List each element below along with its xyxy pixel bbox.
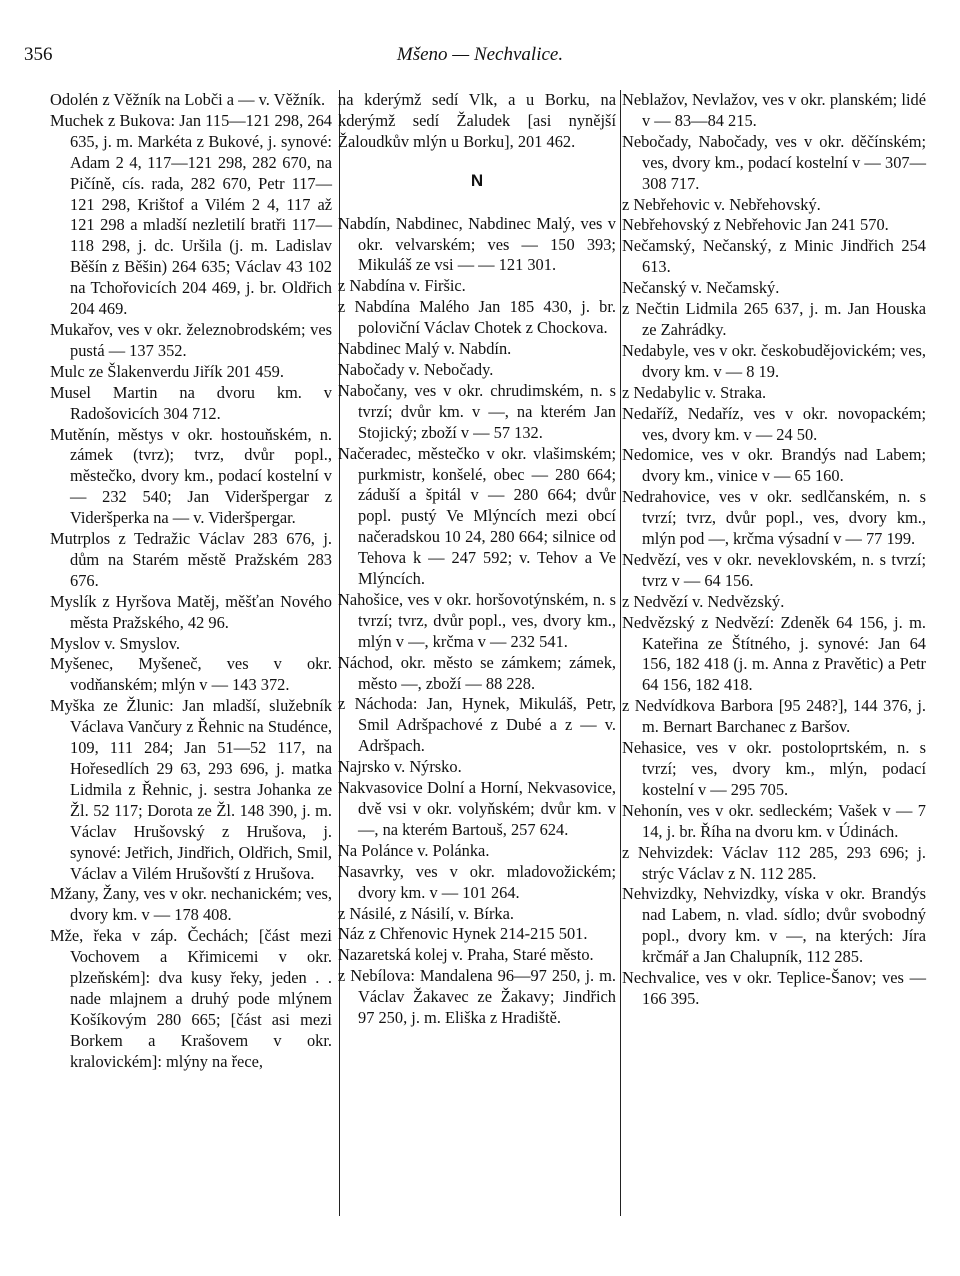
index-entry: Nedomice, ves v okr. Brandýs nad Labem; dvory km., vinice v — 65 160.	[622, 445, 926, 486]
index-entry: Mže, řeka v záp. Čechách; [část mezi Vochovem a Křimicemi v okr. plzeňském]: dva kusy řeky, jeden . . nade mlajnem a druhý pode mlýnem Košíkovým 280 665; [část asi mezi Borkem a Krašovem v okr. kralovickém]: mlýny na řece,	[50, 926, 332, 1071]
index-entry: z Nedabylic v. Straka.	[622, 382, 767, 402]
index-entry: Myška ze Žlunic: Jan mladší, služebník Václava Vančury z Řehnic na Studénce, 109, 111 284; Jan 51—52 117, na Hořesedlích 29 63, 293 696, j. matka Lidmila z Řehnic, j. sestra Johanka ze Žl. 52 117; Dorota ze Žl. 148 390, j. m. Václav Hrušovský z Hrušova, j. synové: Jetřich, Jindřich, Oldřich, Smil, Václav a Vilém Hrušovští z Hrušova.	[50, 696, 332, 883]
continued-entry: na kderýmž sedí Vlk, a u Borku, na kderýmž sedí Žaludek [asi nynější Žaloudkův mlýn u Borku], 201 462.	[338, 90, 616, 151]
index-entry: Nečanský v. Nečamský.	[622, 278, 780, 298]
index-entry: Nedabyle, ves v okr. českobudějovickém; ves, dvory km. v — 8 19.	[622, 340, 926, 381]
index-entry: Nabočany, ves v okr. chrudimském, n. s tvrzí; dvůr km. v —, na kterém Jan Stojický; zboží v — 57 132.	[338, 380, 616, 442]
index-entry: Najrsko v. Nýrsko.	[338, 757, 462, 777]
index-entry: Neblažov, Nevlažov, ves v okr. planském; lidé v — 83—84 215.	[622, 90, 926, 130]
index-entry: Nabdinec Malý v. Nabdín.	[338, 339, 512, 359]
index-entry: Nečamský, Nečanský, z Minic Jindřich 254 613.	[622, 236, 926, 277]
index-entry: Načeradec, městečko v okr. vlašimském; purkmistr, konšelé, obec — 280 664; záduší a špitál v — 280 664; dvůr popl. pustý Ve Mlýncích mezi obcí načeradskou 10 24, 280 664; silnice od Tehova k — 247 592; v. Tehov a Ve Mlýncích.	[338, 443, 616, 589]
index-entry: Nazaretská kolej v. Praha, Staré město.	[338, 945, 594, 965]
index-entry: Nasavrky, ves v okr. mladovožickém; dvory km. v — 101 264.	[338, 861, 616, 902]
index-entry: Nehasice, ves v okr. postoloprtském, n. s tvrzí; ves, dvory km., mlýn, podací kostelní v — 295 705.	[622, 738, 926, 799]
index-entry: Nedvězský z Nedvězí: Zdeněk 64 156, j. m. Kateřina ze Štítného, j. synové: Jan 64 156, 182 418 (j. m. Anna z Pravětic) a Petr 64 156, 182 418.	[622, 612, 926, 695]
index-entry: Nehonín, ves v okr. sedleckém; Vašek v — 7 14, j. br. Říha na dvoru km. v Údinách.	[622, 800, 926, 841]
index-entry: z Nedvídkova Barbora [95 248?], 144 376, j. m. Bernart Barchanec z Baršov.	[622, 696, 926, 737]
index-entry: Myslík z Hyršova Matěj, měšťan Nového města Pražského, 42 96.	[50, 591, 332, 632]
column-middle	[338, 90, 616, 1256]
index-entry: Nedrahovice, ves v okr. sedlčanském, n. s tvrzí; tvrz, dvůr popl., ves, dvory km., mlýn pod —, krčma výsadní v — 77 199.	[622, 487, 926, 549]
index-entry: Mutrplos z Tedražic Václav 283 676, j. dům na Starém městě Pražském 283 676.	[50, 529, 332, 590]
index-entry: Na Polánce v. Polánka.	[338, 840, 490, 860]
index-entry: Musel Martin na dvoru km. v Radošovicích 304 712.	[50, 382, 332, 423]
text-columns	[38, 90, 940, 1256]
index-entry: Mulc ze Šlakenverdu Jiřík 201 459.	[50, 361, 284, 381]
index-entry: z Náchoda: Jan, Hynek, Mikuláš, Petr, Smil Adršpachové z Dubé a z — v. Adršpach.	[338, 694, 616, 756]
index-entry: z Nedvězí v. Nedvězský.	[622, 591, 785, 611]
column-divider	[620, 90, 621, 1216]
index-entry: Nedaříž, Nedaříz, ves v okr. novopackém; ves, dvory km. v — 24 50.	[622, 403, 926, 444]
index-entry: Nabdín, Nabdinec, Nabdinec Malý, ves v okr. velvarském; ves — 150 393; Mikuláš ze vsi — — 121 301.	[338, 213, 616, 275]
index-entry: Nebřehovský z Nebřehovic Jan 241 570.	[622, 215, 889, 235]
index-entry: Nehvizdky, Nehvizdky, víska v okr. Brandýs nad Labem, n. vlad. sídlo; dvůr svobodný popl., dvory km. v —, na kterých: Jíra krčmář a Jan Chalupník, 112 285.	[622, 884, 926, 967]
index-entry: z Násilé, z Násilí, v. Bírka.	[338, 903, 514, 923]
index-entry: Nedvězí, ves v okr. neveklovském, n. s tvrzí; tvrz v — 64 156.	[622, 549, 926, 590]
column-right	[622, 90, 926, 1256]
index-entry: z Nabdína Malého Jan 185 430, j. br. poloviční Václav Chotek z Chockova.	[338, 297, 616, 338]
section-letter: N	[470, 170, 484, 190]
index-entry: Nechvalice, ves v okr. Teplice-Šanov; ves — 166 395.	[622, 968, 926, 1008]
index-entry: Náchod, okr. město se zámkem; zámek, město —, zboží — 88 228.	[338, 652, 616, 693]
index-entry: Myslov v. Smyslov.	[50, 633, 180, 653]
index-entry: Odolén z Věžník na Lobči a — v. Věžník.	[50, 90, 326, 109]
index-entry: Nebočady, Nabočady, ves v okr. děčínském; ves, dvory km., podací kostelní v — 307—308 717.	[622, 131, 926, 193]
index-entry: Mukařov, ves v okr. železnobrodském; ves pustá — 137 352.	[50, 319, 332, 360]
index-entry: Nakvasovice Dolní a Horní, Nekvasovice, dvě vsi v okr. volyňském; dvůr km. v —, na kterém Bartouš, 257 624.	[338, 778, 616, 839]
index-entry: z Nebílova: Mandalena 96—97 250, j. m. Václav Žakavec ze Žakavy; Jindřich 97 250, j. m. Eliška z Hradiště.	[338, 966, 616, 1028]
index-entry: Myšenec, Myšeneč, ves v okr. vodňanském; mlýn v — 143 372.	[50, 654, 332, 695]
index-entry: Nabočady v. Nebočady.	[338, 359, 494, 379]
index-entry: Mutěnín, městys v okr. hostouňském, n. zámek (tvrz); tvrz, dvůr popl., městečko, dvory km., podací kostelní v — 232 540; Jan Videršpergar z Videršperka na — v. Videršpergar.	[50, 424, 332, 528]
page-number: 356	[24, 44, 53, 65]
index-entry: z Nabdína v. Firšic.	[338, 276, 466, 296]
page-header	[24, 44, 936, 72]
index-entry: z Nebřehovic v. Nebřehovský.	[622, 194, 821, 214]
index-entry: Mžany, Žany, ves v okr. nechanickém; ves, dvory km. v — 178 408.	[50, 884, 332, 925]
column-left	[50, 90, 332, 1256]
running-title: Mšeno — Nechvalice.	[396, 44, 564, 65]
index-entry: Nahošice, ves v okr. horšovotýnském, n. s tvrzí; tvrz, dvůr popl., ves, dvory km., mlýn v —, krčma v — 232 541.	[338, 589, 616, 651]
index-entry: z Nehvizdek: Václav 112 285, 293 696; j. strýc Václav z N. 112 285.	[622, 842, 926, 883]
index-entry: Náz z Chřenovic Hynek 214-215 501.	[338, 924, 588, 944]
index-entry: z Nečtin Lidmila 265 637, j. m. Jan Houska ze Zahrádky.	[622, 299, 926, 339]
index-entry: Muchek z Bukova: Jan 115—121 298, 264 635, j. m. Markéta z Bukové, j. synové: Adam 2 4, 117—121 298, 282 670, na Pičíně, cís. rada, 282 670, Petr 117—121 298, Krištof a Vilém 2 4, 117 až 121 298 a mladší nezletilí bratři 117—118 298, j. dc. Uršila (j. m. Ladislav Běšín z Běšin) 264 635; Václav 43 102 na Tchořovicích 204 469, j. br. Oldřich 204 469.	[50, 110, 332, 319]
